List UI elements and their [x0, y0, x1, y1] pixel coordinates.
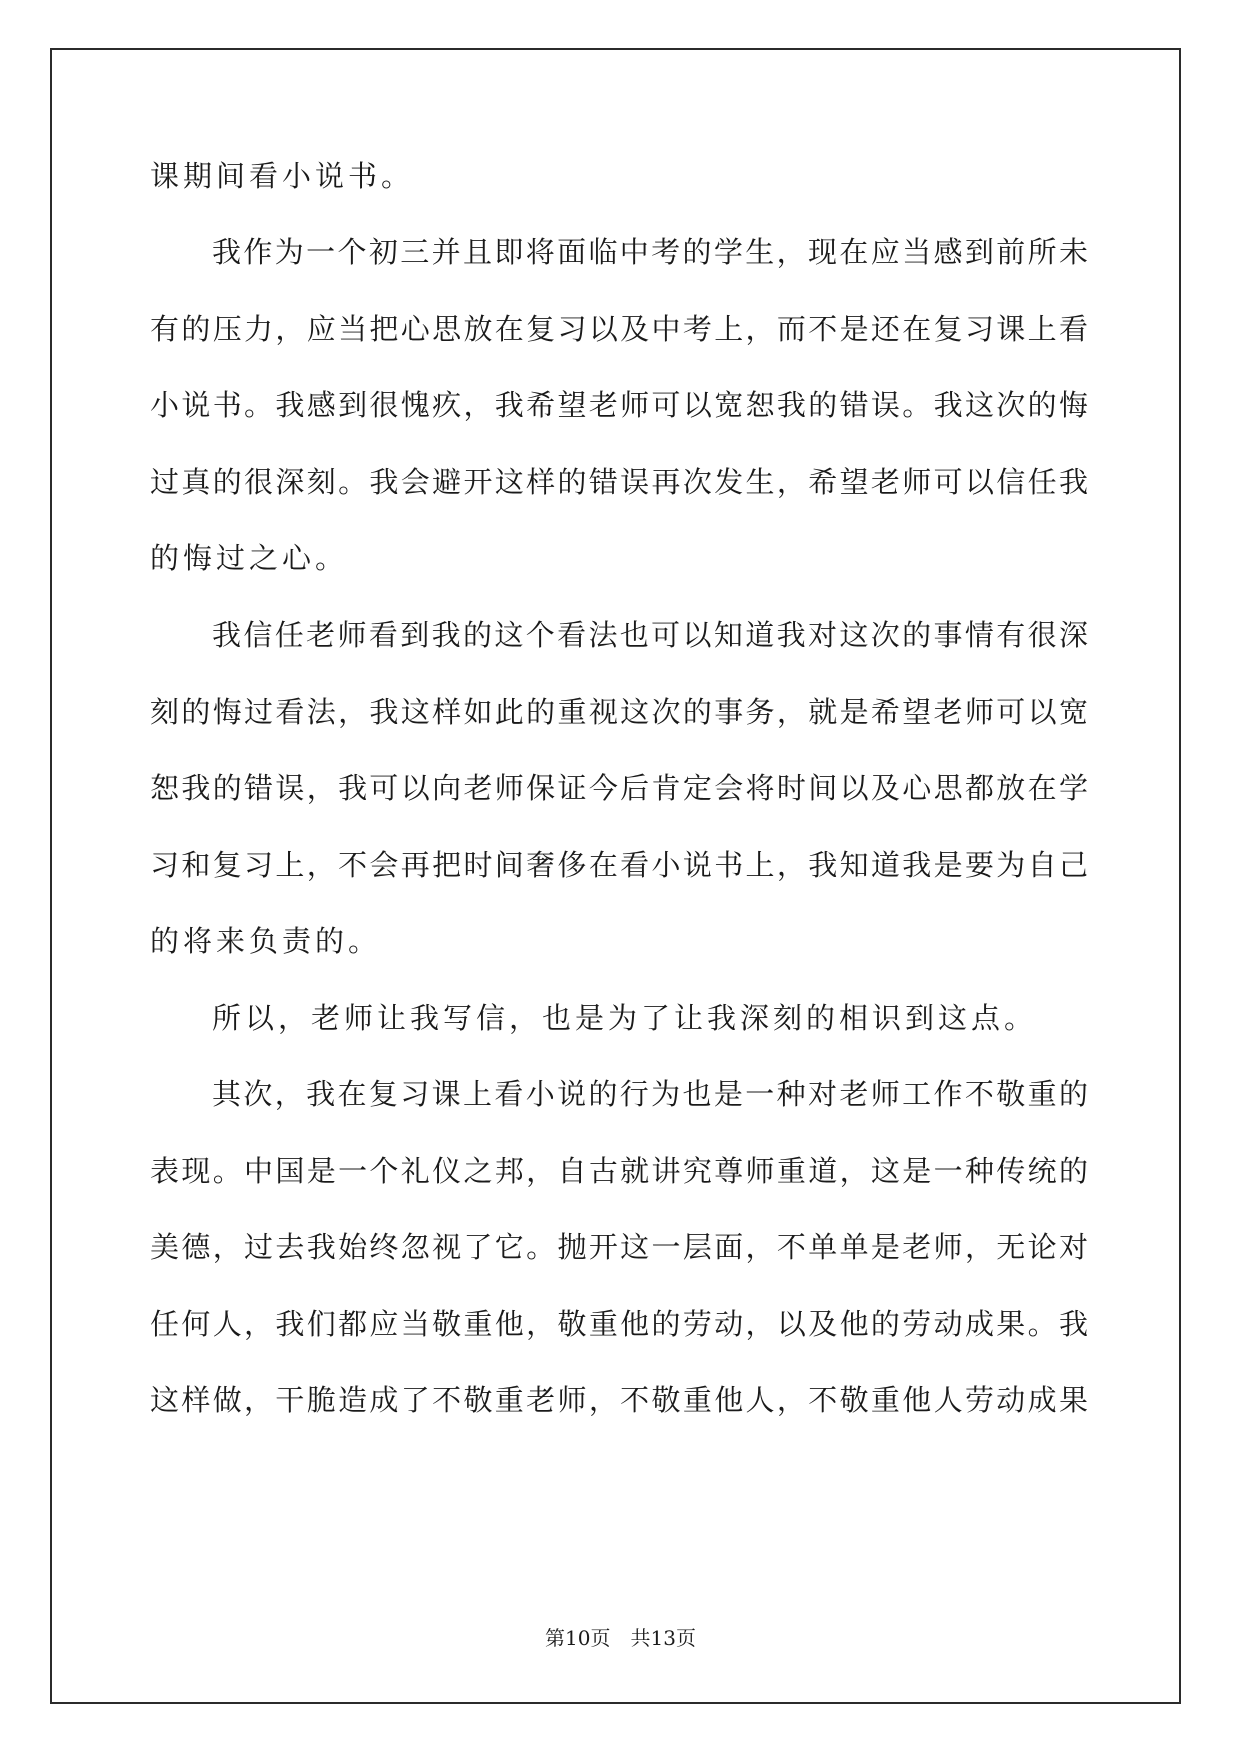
text-line: 课期间看小说书。 — [150, 159, 415, 193]
text-line: 美德，过去我始终忽视了它。抛开这一层面，不单单是老师，无论对 — [150, 1230, 1088, 1264]
text-line: 小说书。我感到很愧疚，我希望老师可以宽恕我的错误。我这次的悔 — [150, 388, 1088, 422]
page-footer — [0, 1624, 1241, 1652]
text-line: 我作为一个初三并且即将面临中考的学生，现在应当感到前所未 — [212, 235, 1088, 269]
text-line: 过真的很深刻。我会避开这样的错误再次发生，希望老师可以信任我 — [150, 465, 1088, 499]
page-number: 第10页 — [545, 1626, 611, 1650]
text-line: 这样做，干脆造成了不敬重老师，不敬重他人，不敬重他人劳动成果 — [150, 1383, 1088, 1417]
text-line: 的将来负责的。 — [150, 924, 382, 958]
text-line: 所以，老师让我写信，也是为了让我深刻的相识到这点。 — [212, 1001, 1038, 1035]
page-total: 共13页 — [630, 1626, 696, 1650]
text-line: 习和复习上，不会再把时间奢侈在看小说书上，我知道我是要为自己 — [150, 848, 1088, 882]
text-line: 我信任老师看到我的这个看法也可以知道我对这次的事情有很深 — [212, 618, 1088, 652]
text-line: 的悔过之心。 — [150, 541, 349, 575]
text-line: 刻的悔过看法，我这样如此的重视这次的事务，就是希望老师可以宽 — [150, 695, 1088, 729]
text-line: 任何人，我们都应当敬重他，敬重他的劳动，以及他的劳动成果。我 — [150, 1307, 1088, 1341]
text-line: 恕我的错误，我可以向老师保证今后肯定会将时间以及心思都放在学 — [150, 771, 1088, 805]
text-line: 有的压力，应当把心思放在复习以及中考上，而不是还在复习课上看 — [150, 312, 1088, 346]
text-line: 表现。中国是一个礼仪之邦，自古就讲究尊师重道，这是一种传统的 — [150, 1154, 1088, 1188]
text-line: 其次，我在复习课上看小说的行为也是一种对老师工作不敬重的 — [212, 1077, 1088, 1111]
